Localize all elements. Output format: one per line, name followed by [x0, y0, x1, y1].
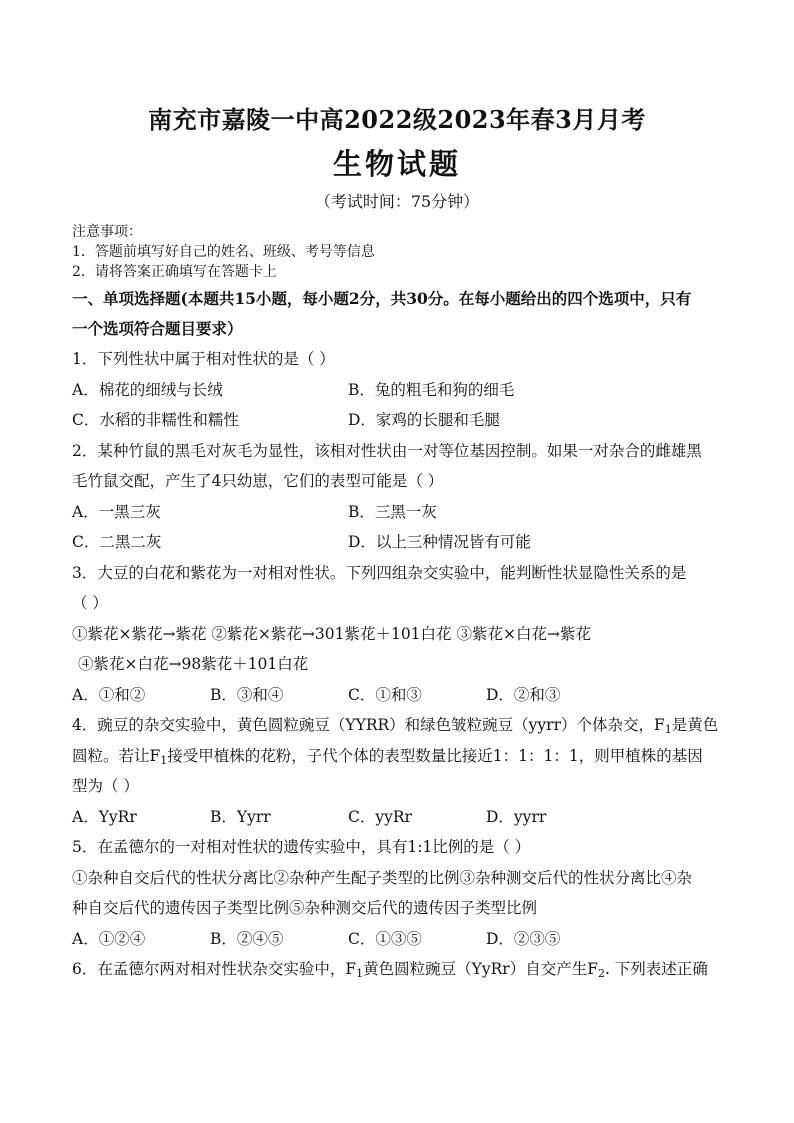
question-stem: 1．下列性状中属于相对性状的是（ ）: [72, 350, 335, 368]
option-c: C．①和③: [348, 685, 422, 704]
option-b: B．③和④: [210, 685, 284, 704]
stem-text: 6．在孟德尔两对相对性状杂交实验中，F: [72, 960, 357, 978]
exam-subject: 生物试题: [332, 147, 461, 181]
stem-text: 圆粒。若让F: [72, 746, 161, 765]
option-row: [72, 680, 724, 711]
option-c: C．yyRr: [348, 807, 412, 826]
stem-text: 黄色圆粒豌豆（YyRr）自交产生F: [363, 960, 598, 978]
option-d: D．yyrr: [486, 807, 547, 826]
question-stem: 5．在孟德尔的一对相对性状的遗传实验中，具有1:1比例的是（ ）: [72, 838, 531, 856]
question-1: [72, 344, 724, 436]
option-d: D．以上三种情况皆有可能: [348, 533, 531, 551]
question-stem: 种自交后代的遗传因子类型比例⑤杂种测交后代的遗传因子类型比例: [72, 899, 538, 917]
question-3: [72, 558, 724, 711]
section-heading-line: 一个选项符合题目要求）: [72, 319, 243, 338]
question-stem: 3．大豆的白花和紫花为一对相对性状。下列四组杂交实验中，能判断性状显隐性关系的是: [72, 563, 687, 582]
question-stem: [72, 741, 724, 772]
option-a: A．一黑三灰: [72, 502, 161, 521]
option-c: C．①③⑤: [348, 929, 422, 948]
subscript: 1: [160, 753, 168, 767]
question-4: [72, 710, 724, 832]
option-row: [72, 405, 724, 436]
notice-item: 1．答题前填写好自己的姓名、班级、考号等信息: [72, 244, 375, 260]
question-stem: 型为（ ）: [72, 777, 139, 795]
notice-heading: 注意事项：: [72, 224, 142, 240]
option-a: A．棉花的细绒与长绒: [72, 380, 223, 399]
cross-list: ④紫花×白花→98紫花＋101白花: [78, 655, 309, 673]
question-stem: [72, 710, 724, 741]
question-6: [72, 954, 724, 985]
option-row: [72, 924, 724, 955]
question-stem: ①杂种自交后代的性状分离比②杂种产生配子类型的比例③杂种测交后代的性状分离比④杂: [72, 868, 693, 887]
exam-duration: （考试时间：75分钟）: [314, 192, 480, 211]
question-5: [72, 832, 724, 954]
option-b: B．兔的粗毛和狗的细毛: [348, 380, 515, 399]
exam-title: 南充市嘉陵一中高2022级2023年春3月月考: [148, 105, 646, 134]
stem-text: 接受甲植株的花粉，子代个体的表型数量比接近1：1：1：1，则甲植株的基因: [167, 746, 703, 765]
subscript: 2: [597, 967, 605, 980]
option-b: B．三黑一灰: [348, 502, 437, 521]
option-d: D．②和③: [486, 685, 561, 704]
option-b: B．②④⑤: [210, 929, 284, 948]
section-heading-line: 一、单项选择题(本题共15小题，每小题2分，共30分。在每小题给出的四个选项中，只有: [72, 289, 692, 308]
option-row: [72, 527, 724, 558]
option-b: B．Yyrr: [210, 807, 271, 826]
option-a: A．①和②: [72, 685, 146, 704]
notice-item: 2．请将答案正确填写在答题卡上: [72, 264, 277, 280]
question-stem: [72, 954, 724, 985]
question-stem: （ ）: [72, 594, 108, 612]
stem-text: 4．豌豆的杂交实验中，黄色圆粒豌豆（YYRR）和绿色皱粒豌豆（yyrr）个体杂交，F: [72, 716, 665, 734]
exam-content: [72, 222, 724, 985]
option-c: C．水稻的非糯性和糯性: [72, 411, 239, 429]
option-row: [72, 375, 724, 406]
question-2: [72, 436, 724, 558]
stem-text: 是黄色: [671, 716, 719, 734]
option-d: D．②③⑤: [486, 929, 561, 948]
notice-block: [72, 222, 724, 282]
section-heading: [72, 284, 724, 344]
stem-text: . 下列表述正确: [604, 960, 708, 978]
option-a: A．①②④: [72, 929, 146, 948]
option-row: [72, 497, 724, 528]
subscript: 1: [664, 723, 672, 736]
question-stem: 毛竹鼠交配，产生了4只幼崽，它们的表型可能是（ ）: [72, 472, 444, 490]
cross-list: ①紫花×紫花→紫花 ②紫花×紫花→301紫花＋101白花 ③紫花×白花→紫花: [72, 624, 591, 643]
option-d: D．家鸡的长腿和毛腿: [348, 411, 500, 429]
option-row: [72, 802, 724, 833]
option-a: A．YyRr: [72, 807, 137, 826]
option-c: C．二黑二灰: [72, 533, 162, 551]
question-stem: 2．某种竹鼠的黑毛对灰毛为显性，该相对性状由一对等位基因控制。如果一对杂合的雌雄黑: [72, 441, 702, 460]
subscript: 1: [356, 967, 364, 980]
